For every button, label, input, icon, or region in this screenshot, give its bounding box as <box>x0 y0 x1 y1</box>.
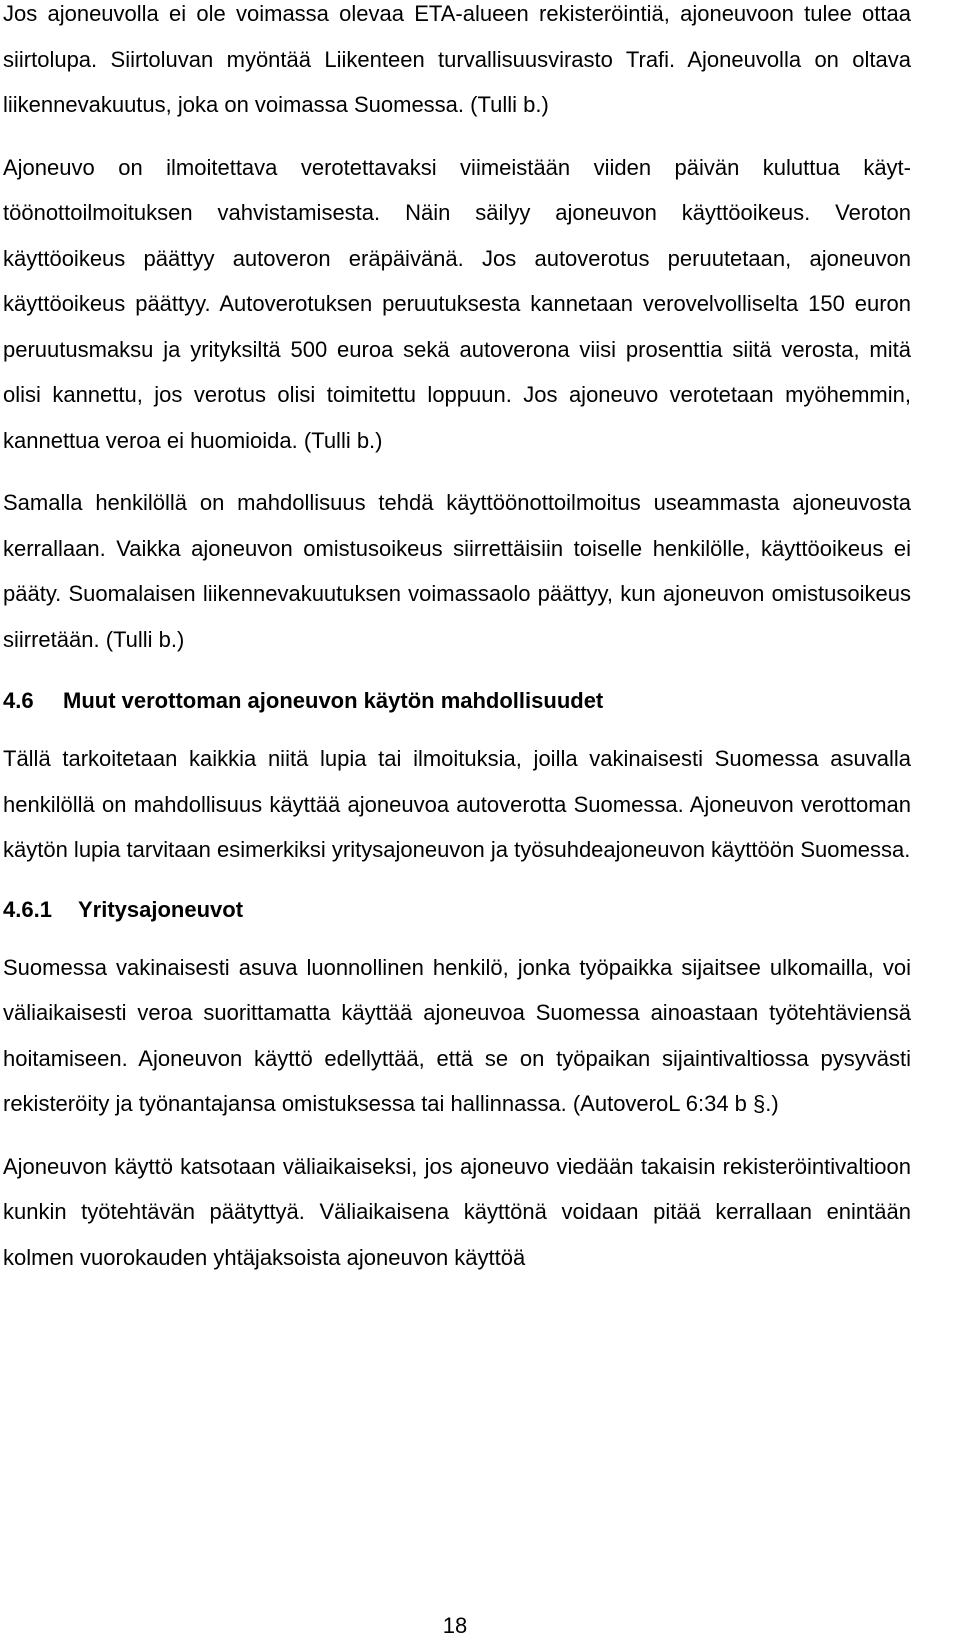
section-heading-4-6 <box>3 678 911 723</box>
document-page <box>3 0 911 1280</box>
paragraph-verotettavaksi-ilmoitus: Ajoneuvo on ilmoitettava verotettavaksi viimeistään viiden päivän kuluttua käyttöönottoilmoituksen vahvistamisesta. Näin säilyy ajoneuvon käyttöoikeus. Veroton käyttöoikeus päättyy autoveron eräpäivänä. Jos autoverotus peruutetaan, ajoneuvon käyttöoikeus päättyy. Autoverotuksen peruutuksesta kannetaan verovelvolliselta 150 euron peruutusmaksu ja yrityksiltä 500 euroa sekä autoverona viisi prosenttia siitä verosta, mitä olisi kannettu, jos verotus olisi toimitettu loppuun. Jos ajoneuvo verotetaan myöhemmin, kannettua veroa ei huomioida. (Tulli b.) <box>3 154 911 453</box>
section-heading-4-6-1 <box>3 887 911 932</box>
page-number: 18 <box>442 1613 468 1638</box>
paragraph-valiaikainen-kaytto: Ajoneuvon käyttö katsotaan väliaikaiseksi, jos ajoneuvo viedään takaisin rekisteröintivaltioon kunkin työtehtävän päätyttyä. Väliaikaisena käyttönä voidaan pitää kerrallaan enintään kolmen vuorokauden yhtäjaksoista ajoneuvon käyttöä <box>3 1153 911 1270</box>
paragraph-useampi-ajoneuvo: Samalla henkilöllä on mahdollisuus tehdä käyttöönottoilmoitus useammasta ajoneuvosta kerrallaan. Vaikka ajoneuvon omistusoikeus siirrettäisiin toiselle henkilölle, käyttöoikeus ei pääty. Suomalaisen liikennevakuutuksen voimassaolo päättyy, kun ajoneuvon omistusoikeus siirretään. (Tulli b.) <box>3 490 911 652</box>
section-title: Muut verottoman ajoneuvon käytön mahdollisuudet <box>63 688 604 713</box>
section-number: 4.6.1 <box>3 896 52 922</box>
paragraph-yritysajoneuvot: Suomessa vakinaisesti asuva luonnollinen henkilö, jonka työpaikka sijaitsee ulkomailla, voi väliaikaisesti veroa suorittamatta käyttää ajoneuvoa Suomessa ainoastaan työtehtäviensä hoitamiseen. Ajoneuvon käyttö edellyttää, että se on työpaikan sijaintivaltiossa pysyvästi rekisteröity ja työnantajansa omistuksessa tai hallinnassa. (AutoveroL 6:34 b §.) <box>3 954 911 1116</box>
paragraph-siirtolupa: Jos ajoneuvolla ei ole voimassa olevaa ETA-alueen rekisteröintiä, ajoneuvoon tulee ottaa siirtolupa. Siirtoluvan myöntää Liikenteen turvallisuusvirasto Trafi. Ajoneuvolla on oltava liikennevakuutus, joka on voimassa Suomessa. (Tulli b.) <box>3 1 911 117</box>
paragraph-verottoman-kayton-luvat: Tällä tarkoitetaan kaikkia niitä lupia tai ilmoituksia, joilla vakinaisesti Suomessa asuvalla henkilöllä on mahdollisuus käyttää ajoneuvoa autoverotta Suomessa. Ajoneuvon verottoman käytön lupia tarvitaan esimerkiksi yritysajoneuvon ja työsuhdeajoneuvon käyttöön Suomessa. <box>3 746 911 862</box>
section-title: Yritysajoneuvot <box>78 896 244 922</box>
section-number: 4.6 <box>3 688 34 713</box>
